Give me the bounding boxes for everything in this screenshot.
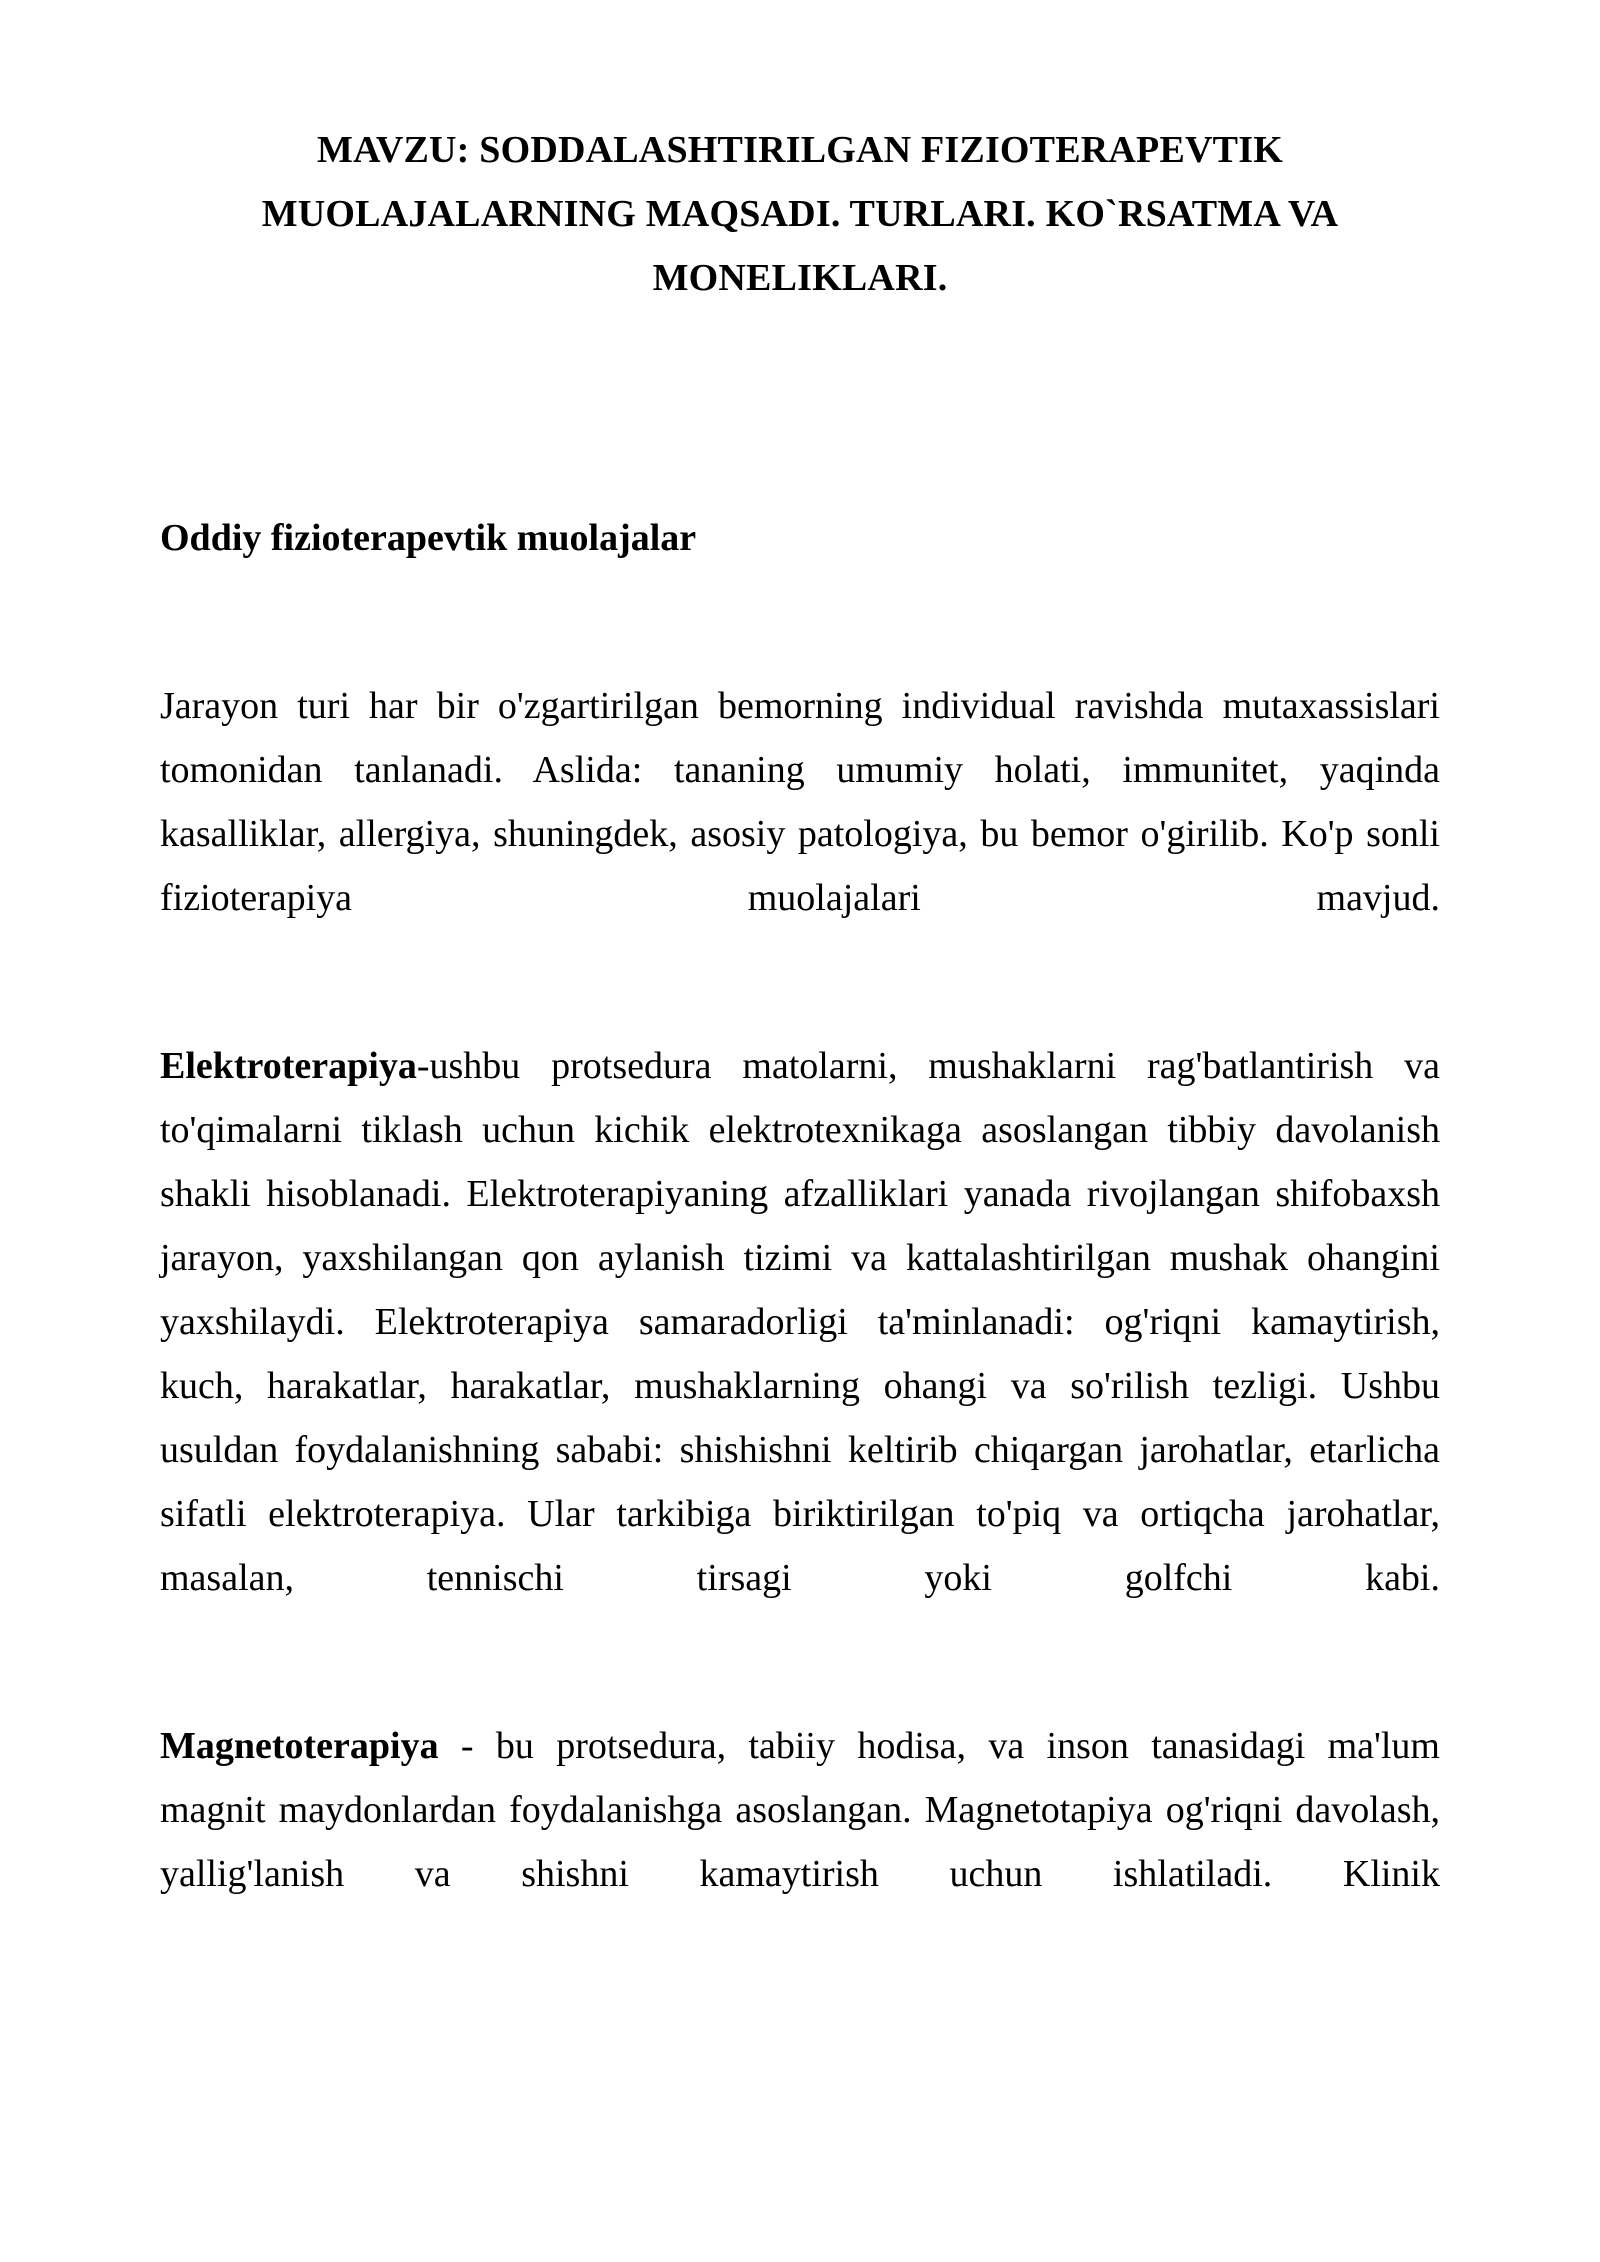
paragraph-magnetotherapy-text: - bu protsedura, tabiiy hodisa, va inson tanasidagi ma'lum magnit maydonlardan foydalanishga asoslangan. Magnetotapiya og'riqni davolash, yallig'lanish va shishni kamaytirish uchun ishlatiladi. Klinik (160, 1725, 1440, 1895)
paragraph-electrotherapy-text: -ushbu protsedura matolarni, mushaklarni rag'batlantirish va to'qimalarni tiklash uchun kichik elektrotexnikaga asoslangan tibbiy davolanish shakli hisoblanadi. Elektroterapiyaning afzalliklari yanada rivojlangan shifobaxsh jarayon, yaxshilangan qon aylanish tizimi va kattalashtirilgan mushak ohangini yaxshilaydi. Elektroterapiya samaradorligi ta'minlanadi: og'riqni kamaytirish, kuch, harakatlar, harakatlar, mushaklarning ohangi va so'rilish tezligi. Ushbu usuldan foydalanishning sababi: shishishni keltirib chiqargan jarohatlar, etarlicha sifatli elektroterapiya. Ular tarkibiga biriktirilgan to'piq va ortiqcha jarohatlar, masalan, tennischi tirsagi yoki golfchi kabi. (160, 1045, 1440, 1599)
paragraph-intro (160, 674, 1440, 930)
section-heading: Oddiy fizioterapevtik muolajalar (160, 517, 697, 559)
document-title (160, 118, 1440, 310)
paragraph-magnetotherapy (160, 1714, 1440, 1906)
paragraph-intro-text: Jarayon turi har bir o'zgartirilgan bemorning individual ravishda mutaxassislari tomonidan tanlanadi. Aslida: tananing umumiy holati, immunitet, yaqinda kasalliklar, allergiya, shuningdek, asosiy patologiya, bu bemor o'girilib. Ko'p sonli fizioterapiya muolajalari mavjud. (160, 685, 1440, 919)
document-title-line-2: MUOLAJALARNING MAQSADI. TURLARI. KO`RSATMA VA (261, 193, 1339, 235)
paragraph-electrotherapy-lead: Elektroterapiya (160, 1045, 417, 1087)
document-title-line-3: MONELIKLARI. (652, 257, 948, 299)
paragraph-electrotherapy (160, 1034, 1440, 1610)
paragraph-magnetotherapy-lead: Magnetoterapiya (160, 1725, 439, 1767)
document-title-line-1: MAVZU: SODDALASHTIRILGAN FIZIOTERAPEVTIK (317, 129, 1283, 171)
